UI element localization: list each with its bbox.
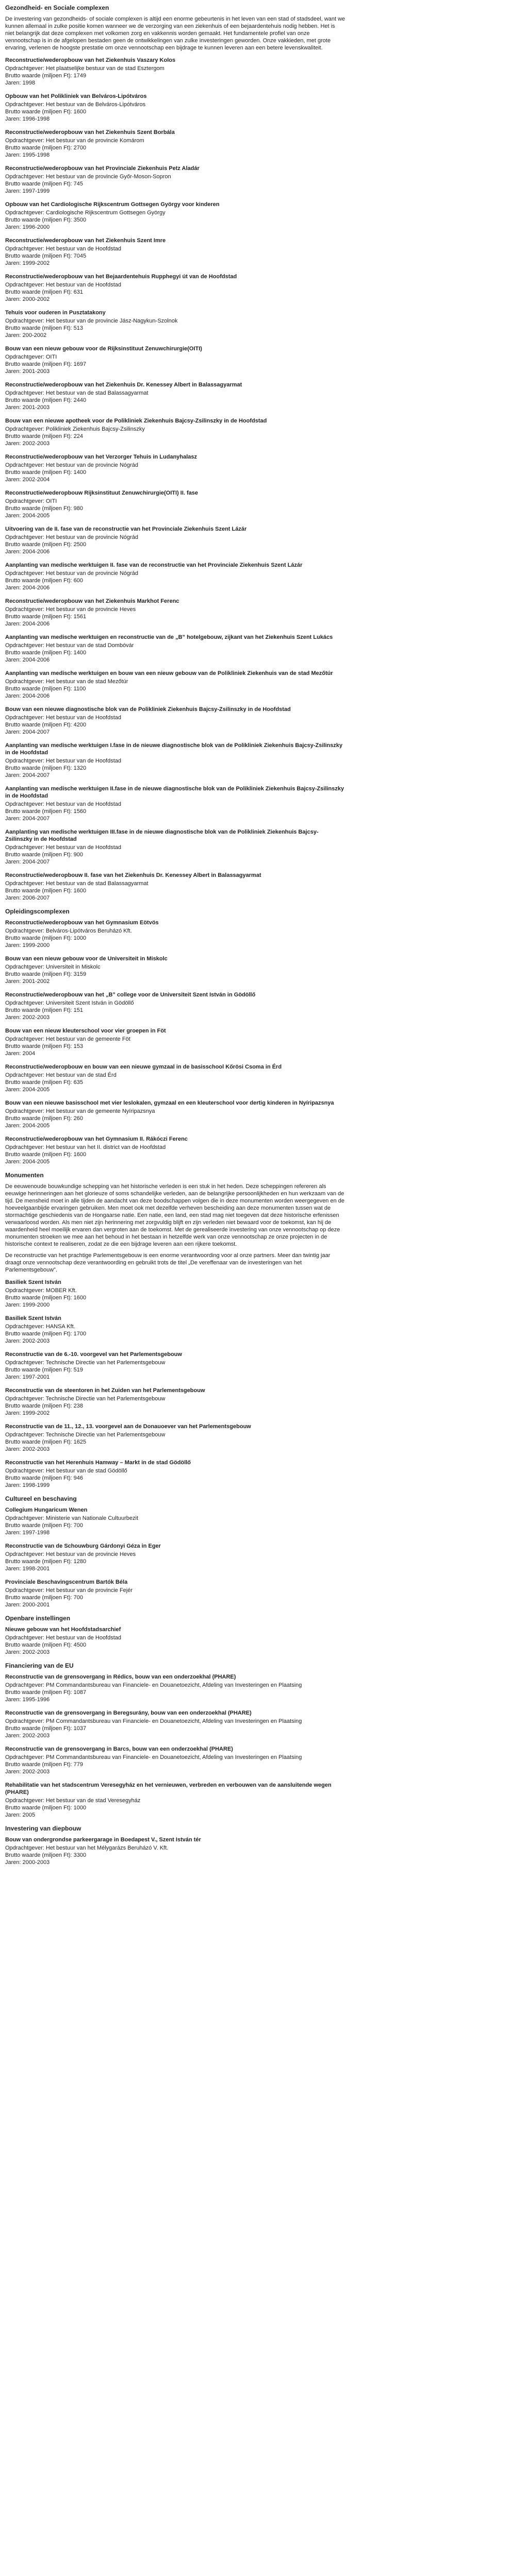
project-client: Opdrachtgever: Het bestuur van de Hoofdstad [5, 758, 122, 764]
project-value: Brutto waarde (miljoen Ft): 1600 [5, 888, 87, 894]
project-entry [5, 1836, 522, 1866]
project-value: Brutto waarde (miljoen Ft): 2700 [5, 145, 87, 151]
project-title: Reconstructie van de Schouwburg Gárdonyi Géza in Eger [5, 1543, 161, 1549]
project-client: Opdrachtgever: Het bestuur van de provincie Nógrád [5, 462, 139, 468]
project-client: Opdrachtgever: Het bestuur van de Hoofdstad [5, 844, 122, 851]
project-years: Jaren: 2001-2003 [5, 404, 50, 411]
project-years: Jaren: 2002-2003 [5, 1338, 50, 1344]
project-years: Jaren: 1998-2001 [5, 1566, 50, 1572]
project-client: Opdrachtgever: Het bestuur van de stad Balassagyarmat [5, 880, 148, 887]
section [5, 1662, 522, 1819]
project-entry [5, 785, 522, 822]
project-years: Jaren: 2004-2005 [5, 1123, 50, 1129]
project-title: Bouw van een nieuw gebouw voor de Universiteit in Miskolc [5, 956, 168, 962]
project-value: Brutto waarde (miljoen Ft): 4200 [5, 722, 87, 728]
project-value: Brutto waarde (miljoen Ft): 3500 [5, 217, 87, 223]
section [5, 1495, 522, 1608]
project-title: Basiliek Szent István [5, 1315, 61, 1321]
project-entry [5, 872, 522, 902]
project-value: Brutto waarde (miljoen Ft): 2440 [5, 397, 87, 403]
project-client: Opdrachtgever: Het bestuur van de provincie Heves [5, 1551, 136, 1557]
project-years: Jaren: 2000-2003 [5, 1859, 50, 1866]
project-years: Jaren: 1999-2000 [5, 942, 50, 948]
project-entry [5, 742, 522, 779]
project-title: Aanplanting van medische werktuigen en bouw van een nieuw gebouw van de Polikliniek Ziekenhuis van de stad Mezőtúr [5, 670, 333, 676]
project-value: Brutto waarde (miljoen Ft): 1600 [5, 1295, 87, 1301]
project-client: Opdrachtgever: Universiteit Szent István in Gödöllő [5, 1000, 134, 1006]
project-client: Opdrachtgever: Het bestuur van de Hoofdstad [5, 801, 122, 807]
project-value: Brutto waarde (miljoen Ft): 1625 [5, 1439, 87, 1445]
project-title: Reconstructie/wederopbouw Rijksinstituut Zenuwchirurgie(OITI) II. fase [5, 490, 199, 496]
project-client: Opdrachtgever: Het bestuur van de stad Dombóvár [5, 642, 134, 649]
project-title: Rehabilitatie van het stadscentrum Veresegyház en het vernieuwen, verbreden en verbouwen van de aansluitende wegen (PHARE) [5, 1782, 332, 1795]
project-title: Reconstructie van de grensovergang in Rédics, bouw van een onderzoekhal (PHARE) [5, 1674, 236, 1680]
project-value: Brutto waarde (miljoen Ft): 3300 [5, 1852, 87, 1858]
project-title: Reconstructie/wederopbouw van het Provinciale Ziekenhuis Petz Aladár [5, 165, 200, 172]
project-client: Opdrachtgever: Het bestuur van de Hoofdstad [5, 282, 122, 288]
project-client: Opdrachtgever: Het plaatselijke bestuur van de stad Esztergom [5, 65, 164, 72]
project-value: Brutto waarde (miljoen Ft): 779 [5, 1761, 84, 1768]
project-title: Reconstructie/wederopbouw II. fase van het Ziekenhuis Dr. Kenessey Albert in Balassagyarmat [5, 872, 261, 878]
project-client: Opdrachtgever: Het bestuur van de gemeente Föt [5, 1036, 130, 1042]
project-client: Opdrachtgever: Het bestuur van de stad Veresegyház [5, 1798, 141, 1804]
section [5, 908, 522, 1165]
project-years: Jaren: 2002-2003 [5, 440, 50, 447]
project-client: Opdrachtgever: Polikliniek Ziekenhuis Bajcsy-Zsilinszky [5, 426, 145, 432]
project-title: Reconstructie/wederopbouw van het Bejaardentehuis Rupphegyi út van de Hoofdstad [5, 274, 237, 280]
project-title: Opbouw van het Polikliniek van Belváros-Lipótváros [5, 93, 147, 99]
project-client: Opdrachtgever: Het bestuur van de Hoofdstad [5, 246, 122, 252]
project-client: Opdrachtgever: Het bestuur van de stad Mezőtúr [5, 679, 128, 685]
project-value: Brutto waarde (miljoen Ft): 2500 [5, 541, 87, 548]
project-years: Jaren: 2002-2003 [5, 1446, 50, 1452]
project-value: Brutto waarde (miljoen Ft): 1749 [5, 73, 87, 79]
project-years: Jaren: 2004-2007 [5, 729, 50, 735]
section [5, 1172, 522, 1489]
project-value: Brutto waarde (miljoen Ft): 1600 [5, 109, 87, 115]
project-entry [5, 1709, 522, 1739]
project-value: Brutto waarde (miljoen Ft): 1087 [5, 1689, 87, 1696]
project-years: Jaren: 1998-1999 [5, 1482, 50, 1488]
project-client: Opdrachtgever: Het bestuur van de provincie Nógrád [5, 570, 139, 577]
project-entry [5, 1579, 522, 1608]
project-title: Aanplanting van medische werktuigen II. fase van de reconstructie van het Provinciale Ziekenhuis Szent Lázár [5, 562, 303, 568]
project-years: Jaren: 1997-1998 [5, 1530, 50, 1536]
project-title: Reconstructie/wederopbouw van het Ziekenhuis Szent Imre [5, 238, 166, 244]
project-title: Reconstructie/wederopbouw van het Ziekenhuis Vaszary Kolos [5, 57, 176, 63]
project-entry [5, 129, 522, 159]
project-value: Brutto waarde (miljoen Ft): 1320 [5, 765, 87, 771]
project-years: Jaren: 2004-2006 [5, 621, 50, 627]
project-entry [5, 1351, 522, 1381]
project-value: Brutto waarde (miljoen Ft): 238 [5, 1403, 84, 1409]
intro-paragraph: De reconstructie van het prachtige Parlementsgebouw is een enorme verantwoording voor al onze partners. Meer dan twintig jaar draagt onze vennootschap deze verantwoording en gebruikt trots de titel „De vereffenaar van de investeringen van het Parlementsgebouw”. [5, 1252, 331, 1273]
project-value: Brutto waarde (miljoen Ft): 1000 [5, 935, 87, 941]
project-years: Jaren: 1999-2000 [5, 1302, 50, 1308]
project-years: Jaren: 2006-2007 [5, 895, 50, 901]
project-years: Jaren: 2002-2004 [5, 477, 50, 483]
project-years: Jaren: 2001-2003 [5, 368, 50, 375]
project-years: Jaren: 2002-2003 [5, 1649, 50, 1655]
project-entry [5, 489, 522, 519]
project-client: Opdrachtgever: HANSA Kft. [5, 1324, 75, 1330]
project-entry [5, 1279, 522, 1309]
project-years: Jaren: 1995-1996 [5, 1697, 50, 1703]
project-entry [5, 1506, 522, 1536]
project-years: Jaren: 2000-2002 [5, 296, 50, 302]
project-title: Bouw van een nieuw gebouw voor de Rijksinstituut Zenuwchirurgie(OITI) [5, 346, 202, 352]
project-years: Jaren: 2004-2006 [5, 657, 50, 663]
project-client: Opdrachtgever: Het bestuur van de provincie Heves [5, 606, 136, 613]
project-title: Reconstructie van de 11., 12., 13. voorgevel aan de Donauoever van het Parlementsgebouw [5, 1423, 251, 1430]
section-intro [5, 1183, 345, 1274]
project-client: Opdrachtgever: Belváros-Lipótváros Beruházó Kft. [5, 928, 132, 934]
project-entry [5, 670, 522, 700]
project-entry [5, 1387, 522, 1417]
project-title: Reconstructie/wederopbouw van het Gymnasium Eötvös [5, 920, 159, 926]
project-years: Jaren: 2001-2002 [5, 978, 50, 985]
project-years: Jaren: 1999-2002 [5, 1410, 50, 1416]
project-entry [5, 57, 522, 87]
project-client: Opdrachtgever: Het bestuur van de provincie Jász-Nagykun-Szolnok [5, 318, 178, 324]
project-value: Brutto waarde (miljoen Ft): 7045 [5, 253, 87, 259]
project-title: Reconstructie/wederopbouw van het Ziekenhuis Szent Borbála [5, 129, 175, 135]
project-years: Jaren: 2004-2006 [5, 549, 50, 555]
section [5, 1825, 522, 1866]
project-entry [5, 453, 522, 483]
project-value: Brutto waarde (miljoen Ft): 600 [5, 578, 84, 584]
project-years: Jaren: 2002-2003 [5, 1733, 50, 1739]
project-years: Jaren: 2002-2003 [5, 1014, 50, 1021]
project-client: Opdrachtgever: Het bestuur van het Mélygarázs Beruházó V. Kft. [5, 1845, 169, 1851]
project-title: Reconstructie/wederopbouw van het Ziekenhuis Markhot Ferenc [5, 598, 179, 604]
project-title: Provinciale Beschavingscentrum Bartók Béla [5, 1579, 128, 1585]
project-value: Brutto waarde (miljoen Ft): 1600 [5, 1151, 87, 1158]
project-value: Brutto waarde (miljoen Ft): 260 [5, 1115, 84, 1122]
project-title: Reconstructie van de grensovergang in Barcs, bouw van een onderzoekhal (PHARE) [5, 1746, 233, 1752]
project-title: Aanplanting van medische werktuigen en reconstructie van de „B” hotelgebouw, zijkant van het Ziekenhuis Szent Lukács [5, 634, 333, 640]
project-client: Opdrachtgever: Technische Directie van het Parlementsgebouw [5, 1432, 166, 1438]
project-entry [5, 828, 522, 866]
project-value: Brutto waarde (miljoen Ft): 700 [5, 1595, 84, 1601]
project-value: Brutto waarde (miljoen Ft): 631 [5, 289, 84, 295]
project-value: Brutto waarde (miljoen Ft): 635 [5, 1079, 84, 1086]
project-years: Jaren: 2000-2001 [5, 1602, 50, 1608]
project-client: Opdrachtgever: Universiteit in Miskolc [5, 964, 101, 970]
intro-paragraph: De eeuwenoude bouwkundige schepping van het historische verleden is een stuk in het heden. Deze scheppingen refereren als eeuwige herinneringen aan het glorieuze of soms schandelijke verleden, aan de belangrijke persoonlijkheden en hun werkzaam van de tijd. De mensheid moet in alle tijden de aandacht van deze boodschappen volgen die in deze monumenten worden weergegeven en de hoeveelgaanbijde ervaringen gebruiken. Men moet ook met dezelfde verheven bescheiding aan deze monumenten tussen wat de stormachtige geschiedenis van de Hongaarse natie. Een natie, een land, een stad mag niet toegeven dat deze historische erfenissen verwaarloosd worden. Als men niet zijn herinnering met zorgvuldig blijft en zijn verleden niet bewaard voor de toekomst, kan hij de waardenheid heel moeilijk ervaren dan vergroten aan de toekomst. Met de gerealiseerde investering van onze vennootschap op deze monumenten stroeken we mee aan het behoud in het bestaan in hetzelfde werk van onze vennootschap ze onze projecten in de historische context te realiseren, zodat ze die een bijdrage leveren aan een rijkere toekomst. [5, 1183, 345, 1247]
project-entry [5, 417, 522, 447]
project-client: Opdrachtgever: Het bestuur van de provincie Komárom [5, 138, 144, 144]
project-entry [5, 1626, 522, 1656]
project-years: Jaren: 2004 [5, 1050, 36, 1057]
project-years: Jaren: 2004-2005 [5, 1087, 50, 1093]
project-entry [5, 1423, 522, 1453]
intro-paragraph: De investering van gezondheids- of sociale complexen is altijd een enorme gebeurtenis in het leven van een stad of stadsdeel, want we kunnen allemaal in zulke positie komen wanneer we de verzorging van een ziekenhuis of een bejaardentehuis nodig hebben. Het is niet belangrijk dat deze complexen met volkomen zorg en vakkennis worden gemaakt. Het fundamentele profiel van onze vennootschap is in de afgelopen bestaden geen de ontwikkelingen van zulke investeringen geworden. Onze vakkieden, met grote ervaring, verlenen de hoogste prestatie om onze vennootschap een bijdrage te kunnen leveren aan een betere levenskwaliteit. [5, 16, 345, 51]
project-entry [5, 1136, 522, 1165]
project-client: Opdrachtgever: Het bestuur van de provincie Győr-Moson-Sopron [5, 174, 171, 180]
project-years: Jaren: 2002-2003 [5, 1769, 50, 1775]
project-entry [5, 919, 522, 949]
project-client: Opdrachtgever: Het bestuur van de stad Balassagyarmat [5, 390, 148, 396]
project-client: Opdrachtgever: OITI [5, 498, 57, 504]
section-title: Cultureel en beschaving [5, 1495, 77, 1502]
project-value: Brutto waarde (miljoen Ft): 224 [5, 433, 84, 439]
project-entry [5, 237, 522, 267]
project-title: Tehuis voor ouderen in Pusztatakony [5, 310, 106, 316]
project-value: Brutto waarde (miljoen Ft): 1400 [5, 469, 87, 476]
project-entry [5, 1027, 522, 1057]
project-value: Brutto waarde (miljoen Ft): 4500 [5, 1642, 87, 1648]
project-title: Aanplanting van medische werktuigen III.fase in de nieuwe diagnostische blok van de Polikliniek Ziekenhuis Bajcsy-Zsilinszky in de Hoofdstad [5, 829, 319, 842]
project-client: Opdrachtgever: Technische Directie van het Parlementsgebouw [5, 1360, 166, 1366]
project-entry [5, 634, 522, 664]
project-value: Brutto waarde (miljoen Ft): 151 [5, 1007, 84, 1013]
project-title: Reconstructie/wederopbouw van het Gymnasium II. Rákóczi Ferenc [5, 1136, 188, 1142]
project-value: Brutto waarde (miljoen Ft): 946 [5, 1475, 84, 1481]
project-entry [5, 165, 522, 195]
project-title: Reconstructie van het Herenhuis Hamway – Markt in de stad Gödöllő [5, 1460, 191, 1466]
project-title: Bouw van een nieuwe apotheek voor de Polikliniek Ziekenhuis Bajcsy-Zsilinszky in de Hoofdstad [5, 418, 267, 424]
project-title: Reconstructie/wederopbouw van het Ziekenhuis Dr. Kenessey Albert in Balassagyarmat [5, 382, 242, 388]
section-intro [5, 15, 345, 52]
project-years: Jaren: 2004-2007 [5, 772, 50, 778]
project-value: Brutto waarde (miljoen Ft): 1700 [5, 1331, 87, 1337]
project-client: Opdrachtgever: PM Commandantsbureau van Financiele- en Douanetoezicht, Afdeling van Investeringen en Plaatsing [5, 1718, 302, 1724]
project-value: Brutto waarde (miljoen Ft): 745 [5, 181, 84, 187]
project-years: Jaren: 2005 [5, 1812, 36, 1818]
project-entry [5, 1063, 522, 1093]
project-entry [5, 345, 522, 375]
project-years: Jaren: 2004-2006 [5, 693, 50, 699]
project-entry [5, 1099, 522, 1129]
project-entry [5, 1459, 522, 1489]
section-title: Openbare instellingen [5, 1615, 71, 1622]
section-title: Monumenten [5, 1172, 44, 1179]
project-client: Opdrachtgever: Technische Directie van het Parlementsgebouw [5, 1396, 166, 1402]
project-years: Jaren: 1998 [5, 80, 36, 86]
project-value: Brutto waarde (miljoen Ft): 1037 [5, 1725, 87, 1732]
project-title: Bouw van een nieuwe diagnostische blok van de Polikliniek Ziekenhuis Bajcsy-Zsilinszky in de Hoofdstad [5, 706, 291, 713]
project-years: Jaren: 1999-2002 [5, 260, 50, 266]
project-title: Bouw van een nieuw kleuterschool voor vier groepen in Föt [5, 1028, 166, 1034]
project-value: Brutto waarde (miljoen Ft): 900 [5, 852, 84, 858]
project-value: Brutto waarde (miljoen Ft): 1560 [5, 808, 87, 815]
project-years: Jaren: 1997-1999 [5, 188, 50, 194]
project-client: Opdrachtgever: Het bestuur van het II. district van de Hoofdstad [5, 1144, 166, 1150]
project-years: Jaren: 2004-2005 [5, 513, 50, 519]
project-years: Jaren: 1995-1998 [5, 152, 50, 158]
project-years: Jaren: 200-2002 [5, 332, 47, 338]
project-client: Opdrachtgever: PM Commandantsbureau van Financiele- en Douanetoezicht, Afdeling van Investeringen en Plaatsing [5, 1682, 302, 1688]
project-title: Basiliek Szent István [5, 1279, 61, 1285]
project-entry [5, 562, 522, 591]
section [5, 4, 522, 902]
project-value: Brutto waarde (miljoen Ft): 700 [5, 1522, 84, 1529]
project-client: Opdrachtgever: Het bestuur van de Belváros-Lipótváros [5, 101, 146, 108]
project-client: Opdrachtgever: MOBER Kft. [5, 1287, 77, 1294]
project-entry [5, 706, 522, 736]
project-value: Brutto waarde (miljoen Ft): 513 [5, 325, 84, 331]
project-value: Brutto waarde (miljoen Ft): 519 [5, 1367, 84, 1373]
project-entry [5, 598, 522, 628]
project-client: Opdrachtgever: Het bestuur van de Hoofdstad [5, 1635, 122, 1641]
project-value: Brutto waarde (miljoen Ft): 153 [5, 1043, 84, 1049]
project-title: Aanplanting van medische werktuigen II.fase in de nieuwe diagnostische blok van de Polikliniek Ziekenhuis Bajcsy-Zsilinszky in de Hoofdstad [5, 786, 344, 799]
project-entry [5, 1673, 522, 1703]
project-title: Opbouw van het Cardiologische Rijkscentrum Gottsegen György voor kinderen [5, 201, 220, 208]
project-value: Brutto waarde (miljoen Ft): 3159 [5, 971, 87, 977]
project-entry [5, 201, 522, 231]
project-client: Opdrachtgever: Cardiologische Rijkscentrum Gottsegen György [5, 210, 166, 216]
project-client: Opdrachtgever: Het bestuur van de Hoofdstad [5, 715, 122, 721]
project-title: Collegium Hungaricum Wenen [5, 1507, 88, 1513]
project-entry [5, 1315, 522, 1345]
project-entry [5, 1782, 522, 1819]
project-value: Brutto waarde (miljoen Ft): 1561 [5, 614, 87, 620]
project-years: Jaren: 2004-2007 [5, 816, 50, 822]
project-client: Opdrachtgever: OITI [5, 354, 57, 360]
project-title: Reconstructie van de 6.-10. voorgevel van het Parlementsgebouw [5, 1351, 182, 1358]
project-years: Jaren: 2004-2005 [5, 1159, 50, 1165]
project-years: Jaren: 1997-2001 [5, 1374, 50, 1380]
section-title: Gezondheid- en Sociale complexen [5, 4, 109, 11]
project-title: Bouw van ondergrondse parkeergarage in Boedapest V., Szent István tér [5, 1837, 201, 1843]
project-value: Brutto waarde (miljoen Ft): 1000 [5, 1805, 87, 1811]
project-title: Reconstructie van de grensovergang in Beregsurány, bouw van een onderzoekhal (PHARE) [5, 1710, 252, 1716]
project-title: Uitvoering van de II. fase van de reconstructie van het Provinciale Ziekenhuis Szent Lázár [5, 526, 247, 532]
project-entry [5, 381, 522, 411]
project-value: Brutto waarde (miljoen Ft): 1280 [5, 1558, 87, 1565]
project-value: Brutto waarde (miljoen Ft): 980 [5, 505, 84, 512]
project-years: Jaren: 1996-2000 [5, 224, 50, 230]
project-value: Brutto waarde (miljoen Ft): 1400 [5, 650, 87, 656]
project-entry [5, 1543, 522, 1572]
project-entry [5, 93, 522, 123]
project-title: Reconstructie/wederopbouw van het Verzorger Tehuis in Ludanyhalasz [5, 454, 197, 460]
project-entry [5, 526, 522, 555]
project-title: Reconstructie/wederopbouw van het „B” college voor de Universiteit Szent István in Gödöllő [5, 992, 256, 998]
project-client: Opdrachtgever: Het bestuur van de provincie Nógrád [5, 534, 139, 540]
project-value: Brutto waarde (miljoen Ft): 1100 [5, 686, 86, 692]
project-years: Jaren: 2004-2006 [5, 585, 50, 591]
section-title: Investering van diepbouw [5, 1825, 81, 1832]
project-value: Brutto waarde (miljoen Ft): 1697 [5, 361, 87, 367]
project-client: Opdrachtgever: Het bestuur van de stad Gödöllő [5, 1468, 127, 1474]
project-client: Opdrachtgever: Ministerie van Nationale Cultuurbezit [5, 1515, 139, 1521]
project-entry [5, 309, 522, 339]
project-title: Nieuwe gebouw van het Hoofdstadsarchief [5, 1626, 121, 1633]
project-title: Reconstructie van de steentoren in het Zuiden van het Parlementsgebouw [5, 1387, 205, 1394]
project-years: Jaren: 2004-2007 [5, 859, 50, 865]
section [5, 1615, 522, 1656]
section-title: Opleidingscomplexen [5, 908, 70, 915]
project-entry [5, 1745, 522, 1775]
project-years: Jaren: 1996-1998 [5, 116, 50, 122]
project-entry [5, 273, 522, 303]
project-client: Opdrachtgever: Het bestuur van de gemeente Nyíripazsnya [5, 1108, 155, 1114]
project-client: Opdrachtgever: Het bestuur van de stad Érd [5, 1072, 117, 1078]
project-title: Reconstructie/wederopbouw en bouw van een nieuwe gymzaal in de basisschool Kőrösi Csoma in Érd [5, 1064, 282, 1070]
project-client: Opdrachtgever: PM Commandantsbureau van Financiele- en Douanetoezicht, Afdeling van Investeringen en Plaatsing [5, 1754, 302, 1760]
section-title: Financiering van de EU [5, 1662, 74, 1669]
project-title: Aanplanting van medische werktuigen I.fase in de nieuwe diagnostische blok van de Polikliniek Ziekenhuis Bajcsy-Zsilinszky in de Hoofdstad [5, 742, 343, 756]
project-entry [5, 955, 522, 985]
project-title: Bouw van een nieuwe basisschool met vier leslokalen, gymzaal en een kleuterschool voor dertig kinderen in Nyíripazsnya [5, 1100, 334, 1106]
project-client: Opdrachtgever: Het bestuur van de provincie Fejér [5, 1587, 133, 1594]
project-entry [5, 991, 522, 1021]
